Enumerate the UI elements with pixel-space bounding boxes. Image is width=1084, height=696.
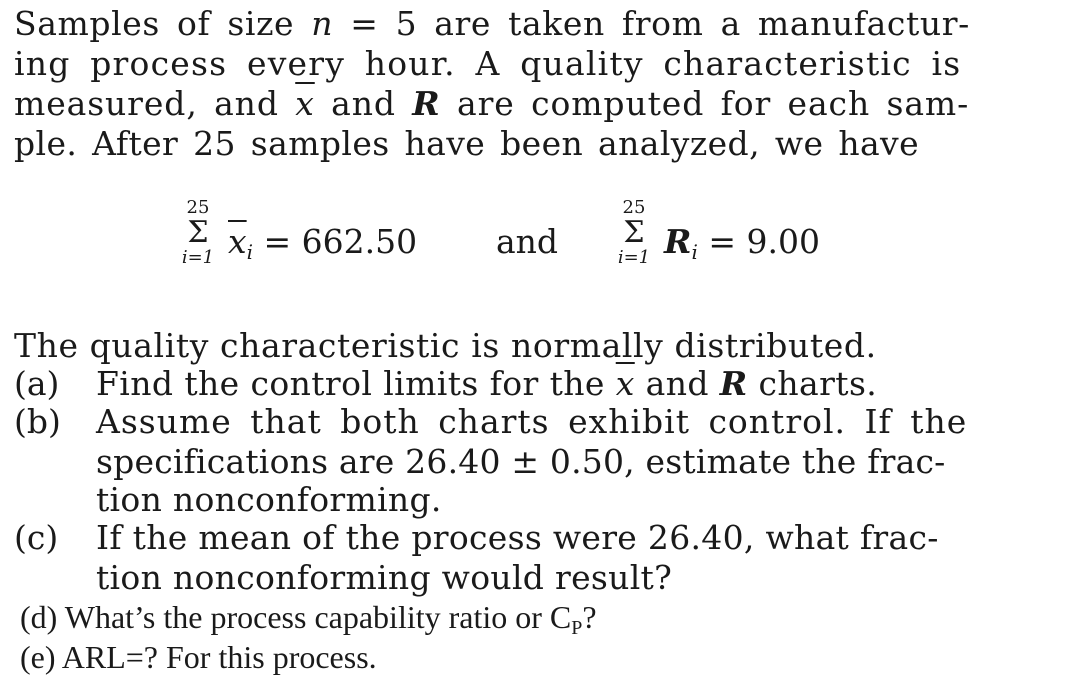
part-c-text: tion nonconforming would result? bbox=[96, 558, 673, 597]
part-c-text: If the mean of the process were 26.40, what frac- bbox=[96, 518, 939, 557]
statement-text: The quality characteristic is normally distributed. bbox=[14, 326, 877, 365]
part-e-question bbox=[20, 638, 377, 676]
subscript-p: P bbox=[571, 617, 583, 639]
sum-value: = 662.50 bbox=[253, 222, 418, 261]
intro-text: ple. After 25 samples have been analyzed, we have bbox=[14, 124, 920, 163]
variable-R: R bbox=[719, 364, 748, 403]
intro-line-2 bbox=[14, 44, 961, 84]
intro-text: and bbox=[314, 84, 413, 123]
sum-value: = 9.00 bbox=[697, 222, 820, 261]
intro-line-4 bbox=[14, 124, 919, 164]
sigma-symbol: Σ bbox=[187, 215, 209, 250]
part-d-text-end: ? bbox=[582, 599, 597, 635]
part-d-text: (d) What’s the process capability ratio or C bbox=[20, 599, 572, 635]
part-b-text: specifications are 26.40 ± 0.50, estimate the frac- bbox=[96, 442, 946, 481]
sigma-symbol: Σ bbox=[623, 215, 645, 250]
intro-text: are computed for each sam- bbox=[440, 84, 970, 123]
part-b-line-2 bbox=[96, 442, 946, 482]
part-b-line-1 bbox=[96, 402, 967, 442]
summation-2 bbox=[604, 198, 664, 268]
intro-text: Samples of size bbox=[14, 4, 312, 43]
intro-text: measured, and bbox=[14, 84, 296, 123]
sum-lower-limit: i=1 bbox=[617, 247, 651, 268]
part-e-text: (e) ARL=? For this process. bbox=[20, 639, 377, 675]
variable-R: R bbox=[412, 84, 441, 123]
variable-xbar: $\overline{x}$ bbox=[615, 364, 635, 403]
sum-upper-limit: 25 bbox=[622, 197, 646, 218]
summation-2-expression bbox=[664, 222, 820, 272]
part-c-label: (c) bbox=[14, 518, 59, 557]
part-c-line-2 bbox=[96, 558, 672, 598]
variable-xbar: $\overline{x}$ bbox=[295, 84, 315, 123]
normal-statement bbox=[14, 326, 877, 366]
part-a-text bbox=[96, 364, 877, 404]
variable-R: R bbox=[664, 222, 692, 261]
intro-text: ing process every hour. A quality characteristic is bbox=[14, 44, 962, 83]
subscript-i: i bbox=[246, 240, 254, 264]
intro-text: = 5 are taken from a manufactur- bbox=[333, 4, 970, 43]
sum-lower-limit: i=1 bbox=[181, 247, 215, 268]
part-b-text: Assume that both charts exhibit control. If the bbox=[96, 402, 968, 441]
part-b-line-3 bbox=[96, 480, 442, 520]
sum-upper-limit: 25 bbox=[186, 197, 210, 218]
summation-1 bbox=[168, 198, 228, 268]
part-c-line-1 bbox=[96, 518, 939, 558]
variable-n: n bbox=[311, 4, 334, 43]
intro-line-1 bbox=[14, 4, 970, 44]
part-b-label: (b) bbox=[14, 402, 61, 441]
part-a-text-2: and bbox=[634, 364, 720, 403]
summation-formula bbox=[0, 198, 1084, 298]
formula-and: and bbox=[496, 222, 559, 261]
part-a-text-3: charts. bbox=[747, 364, 878, 403]
subscript-i: i bbox=[691, 240, 698, 264]
intro-line-3 bbox=[14, 84, 969, 124]
part-a-label: (a) bbox=[14, 364, 60, 403]
summation-1-expression bbox=[228, 222, 417, 272]
variable-xbar: $\overline{x}$ bbox=[228, 222, 247, 261]
part-b-text: tion nonconforming. bbox=[96, 480, 442, 519]
part-a-text-1: Find the control limits for the bbox=[96, 364, 616, 403]
